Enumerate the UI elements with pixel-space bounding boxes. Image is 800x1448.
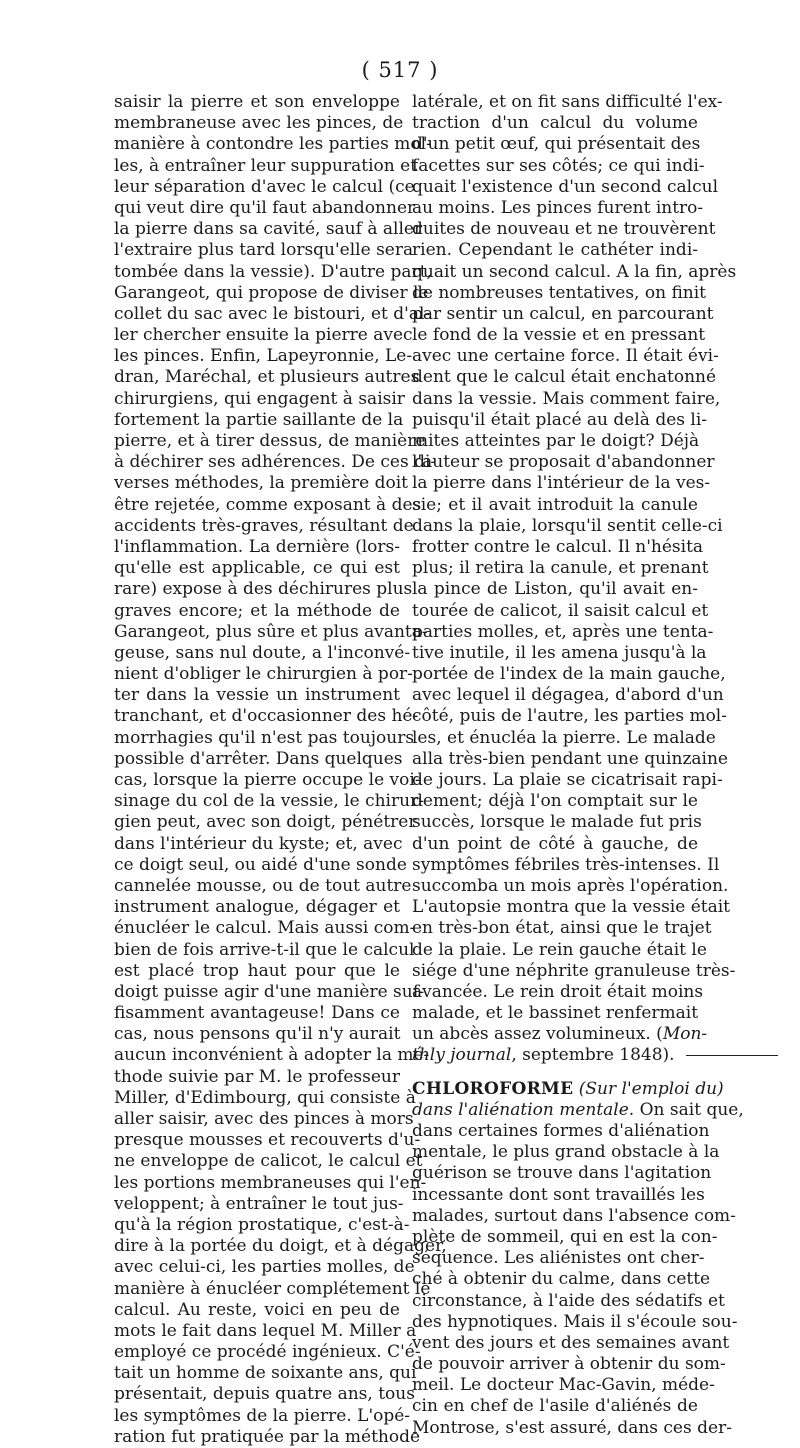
text-line: ne enveloppe de calicot, le calcul et [114, 1151, 423, 1172]
text-line: plus; il retira la canule, et prenant [412, 558, 709, 579]
section-rule [686, 1055, 778, 1056]
text-line: dement; déjà l'on comptait sur le [412, 791, 698, 812]
text-line: parties molles, et, après une tenta- [412, 621, 714, 642]
text-line: de la plaie. Le rein gauche était le [412, 939, 707, 960]
text-line: ché à obtenir du calme, dans cette [412, 1269, 711, 1290]
text-line: de pouvoir arriver à obtenir du som- [412, 1354, 726, 1375]
text-line: frotter contre le calcul. Il n'hésita [412, 536, 704, 557]
text-line: de jours. La plaie se cicatrisait rapi- [412, 770, 723, 790]
text-line: dent que le calcul était enchatonné [412, 367, 717, 388]
text-line: cas, lorsque la pierre occupe le voi- [114, 770, 421, 790]
text-line: avec une certaine force. Il était évi- [412, 346, 719, 367]
citation-line: un abcès assez volumineux. (Mon- [412, 1024, 708, 1045]
text-line: malades, surtout dans l'absence com- [412, 1205, 736, 1226]
text-line: dire à la portée du doigt, et à dégager, [114, 1236, 447, 1257]
text-line: instrument analogue, dégager et [114, 897, 400, 918]
text-line: côté, puis de l'autre, les parties mol- [412, 706, 727, 727]
text-line: quait un second calcul. A la fin, après [412, 261, 737, 282]
text-line: l'inflammation. La dernière (lors- [114, 536, 400, 557]
text-line: des hypnotiques. Mais il s'écoule sou- [412, 1311, 738, 1332]
text-line: énucléer le calcul. Mais aussi com- [114, 918, 416, 939]
text-line: dran, Maréchal, et plusieurs autres [114, 367, 420, 388]
text-line: à déchirer ses adhérences. De ces di- [114, 452, 437, 473]
text-line: tranchant, et d'occasionner des hé- [114, 706, 419, 727]
text-line: gien peut, avec son doigt, pénétrer [114, 812, 417, 833]
text-line: qu'à la région prostatique, c'est-à- [114, 1214, 410, 1235]
text-line: aller saisir, avec des pinces à mors [114, 1109, 414, 1129]
text-line: cannelée mousse, ou de tout autre [114, 875, 412, 896]
text-line: est placé trop haut pour que le [114, 960, 400, 981]
text-line: cin en chef de l'asile d'aliénés de [412, 1396, 698, 1417]
text-line: le fond de la vessie et en pressant [412, 325, 706, 346]
text-line: membraneuse avec les pinces, de [114, 113, 404, 134]
article-title: CHLOROFORME [412, 1078, 574, 1099]
text-line: incessante dont sont travaillés les [412, 1184, 705, 1205]
text-line: l'auteur se proposait d'abandonner [412, 452, 715, 473]
text-line: latérale, et on fit sans difficulté l'ex- [412, 92, 723, 112]
text-line: plète de sommeil, qui en est la con- [412, 1226, 718, 1247]
text-line: duites de nouveau et ne trouvèrent [412, 219, 716, 240]
text-line: symptômes fébriles très-intenses. Il [412, 854, 720, 875]
text-line: manière à énucléer complétement le [114, 1278, 431, 1299]
text-line: graves encore; et la méthode de [114, 600, 400, 621]
text-line: morrhagies qu'il n'est pas toujours [114, 727, 415, 748]
text-line: circonstance, à l'aide des sédatifs et [412, 1290, 725, 1311]
citation-source: Mon- [662, 1024, 708, 1045]
text-line: avancée. Le rein droit était moins [412, 981, 704, 1002]
text-line: être rejetée, comme exposant à des [114, 494, 422, 515]
text-line: possible d'arrêter. Dans quelques [114, 748, 403, 769]
text-line: fisamment avantageuse! Dans ce [114, 1003, 400, 1024]
right-column [412, 92, 744, 1439]
text-line: succomba un mois après l'opération. [412, 875, 729, 896]
text-line: portée de l'index de la main gauche, [412, 664, 726, 685]
text-line: collet du sac avec le bistouri, et d'al- [114, 303, 431, 324]
text-line: la pince de Liston, qu'il avait en- [412, 579, 698, 600]
text-line: ler chercher ensuite la pierre avec [114, 325, 413, 346]
article-first-line-rest: On sait que, [634, 1099, 744, 1120]
text-line: meil. Le docteur Mac-Gavin, méde- [412, 1375, 715, 1396]
citation-date: , septembre 1848). [511, 1045, 675, 1066]
article-heading-line-2 [412, 1099, 744, 1121]
text-line: Garangeot, plus sûre et plus avanta- [114, 621, 428, 642]
text-line: de nombreuses tentatives, on finit [412, 282, 706, 303]
text-line: avec lequel il dégagea, d'abord d'un [412, 685, 724, 706]
article-heading-line [412, 1078, 724, 1100]
text-line: calcul. Au reste, voici en peu de [114, 1299, 400, 1320]
text-line: vent des jours et des semaines avant [412, 1332, 730, 1353]
text-line: nient d'obliger le chirurgien à por- [114, 664, 413, 685]
citation-source-cont: thly journal [412, 1045, 512, 1066]
text-line: quait l'existence d'un second calcul [412, 176, 719, 197]
text-line: cas, nous pensons qu'il n'y aurait [114, 1024, 401, 1045]
citation-line-2 [412, 1045, 698, 1066]
text-line: Garangeot, qui propose de diviser le [114, 282, 429, 303]
text-line: succès, lorsque le malade fut pris [412, 812, 702, 833]
text-line: veloppent; à entraîner le tout jus- [114, 1193, 404, 1214]
text-line: verses méthodes, la première doit [114, 473, 409, 494]
text-line: la pierre dans sa cavité, sauf à aller [114, 219, 423, 240]
text-line: tombée dans la vessie). D'autre part, [114, 261, 432, 282]
text-line: dans certaines formes d'aliénation [412, 1121, 710, 1141]
text-line: guérison se trouve dans l'agitation [412, 1163, 712, 1184]
text-line: dans la plaie, lorsqu'il sentit celle-ci [412, 515, 723, 536]
text-line: ce doigt seul, ou aidé d'une sonde [114, 854, 407, 875]
text-line: L'autopsie montra que la vessie était [412, 897, 731, 918]
text-line: séquence. Les aliénistes ont cher- [412, 1248, 705, 1269]
text-line: tive inutile, il les amena jusqu'à la [412, 642, 707, 663]
text-line: Miller, d'Edimbourg, qui consiste à [114, 1087, 416, 1108]
text-line: d'un point de côté à gauche, de [412, 833, 698, 854]
text-line: dans l'intérieur du kyste; et, avec [114, 833, 403, 854]
text-line: par sentir un calcul, en parcourant [412, 303, 714, 324]
citation-prefix: un abcès assez volumineux. [412, 1024, 651, 1045]
text-line: fortement la partie saillante de la [114, 409, 404, 430]
text-line: les pinces. Enfin, Lapeyronnie, Le- [114, 346, 413, 367]
text-line: la pierre dans l'intérieur de la ves- [412, 473, 711, 494]
text-line: qu'elle est applicable, ce qui est [114, 558, 400, 579]
text-line: rare) expose à des déchirures plus [114, 579, 413, 600]
text-line: dans la vessie. Mais comment faire, [412, 388, 721, 409]
text-line: ration fut pratiquée par la méthode [114, 1426, 421, 1447]
text-line: employé ce procédé ingénieux. C'é- [114, 1342, 421, 1363]
text-line: aucun inconvénient à adopter la mé- [114, 1045, 430, 1066]
page-number: ( 517 ) [361, 58, 439, 82]
text-line: les portions membraneuses qui l'en- [114, 1172, 427, 1193]
text-line: tait un homme de soixante ans, qui [114, 1363, 417, 1384]
text-line: qui veut dire qu'il faut abandonner [114, 197, 416, 218]
text-line: presque mousses et recouverts d'u- [114, 1130, 421, 1151]
text-line: Montrose, s'est assuré, dans ces der- [412, 1417, 732, 1438]
text-line: mots le fait dans lequel M. Miller a [114, 1320, 417, 1341]
article-subtitle-2: dans l'aliénation mentale. [412, 1099, 635, 1120]
text-line: accidents très-graves, résultant de [114, 515, 414, 536]
text-line: chirurgiens, qui engagent à saisir [114, 388, 405, 409]
text-line: les, et énucléa la pierre. Le malade [412, 727, 716, 748]
text-line: saisir la pierre et son enveloppe [114, 92, 400, 112]
text-line: les, à entraîner leur suppuration et [114, 155, 418, 176]
text-line: d'un petit œuf, qui présentait des [412, 134, 701, 155]
text-line: manière à contondre les parties mol- [114, 134, 432, 155]
text-line: traction d'un calcul du volume [412, 113, 698, 134]
text-line: puisqu'il était placé au delà des li- [412, 409, 708, 430]
text-line: alla très-bien pendant une quinzaine [412, 748, 728, 769]
text-line: pierre, et à tirer dessus, de manière [114, 431, 426, 451]
text-line: l'extraire plus tard lorsqu'elle sera [114, 240, 414, 261]
text-line: mentale, le plus grand obstacle à la [412, 1142, 720, 1163]
text-line: sie; et il avait introduit la canule [412, 494, 698, 515]
text-line: les symptômes de la pierre. L'opé- [114, 1405, 411, 1426]
text-line: doigt puisse agir d'une manière suf- [114, 981, 425, 1002]
text-line: mites atteintes par le doigt? Déjà [412, 431, 700, 451]
text-line: en très-bon état, ainsi que le trajet [412, 918, 712, 939]
text-line: bien de fois arrive-t-il que le calcul [114, 939, 415, 960]
text-line: leur séparation d'avec le calcul (ce [114, 176, 415, 197]
text-line: sinage du col de la vessie, le chirur- [114, 791, 424, 812]
left-column [114, 92, 447, 1448]
article-subtitle: (Sur l'emploi du) [578, 1078, 724, 1099]
text-line: au moins. Les pinces furent intro- [412, 197, 704, 218]
text-line: thode suivie par M. le professeur [114, 1066, 400, 1087]
text-line: malade, et le bassinet renfermait [412, 1003, 699, 1024]
text-line: geuse, sans nul doute, a l'inconvé- [114, 642, 411, 663]
text-line: rien. Cependant le cathéter indi- [412, 240, 698, 261]
text-line: avec celui-ci, les parties molles, de [114, 1257, 415, 1278]
text-line: facettes sur ses côtés; ce qui indi- [412, 155, 705, 176]
text-line: siége d'une néphrite granuleuse très- [412, 960, 736, 981]
text-line: ter dans la vessie un instrument [114, 685, 400, 706]
text-line: présentait, depuis quatre ans, tous [114, 1384, 415, 1405]
text-line: tourée de calicot, il saisit calcul et [412, 600, 709, 621]
